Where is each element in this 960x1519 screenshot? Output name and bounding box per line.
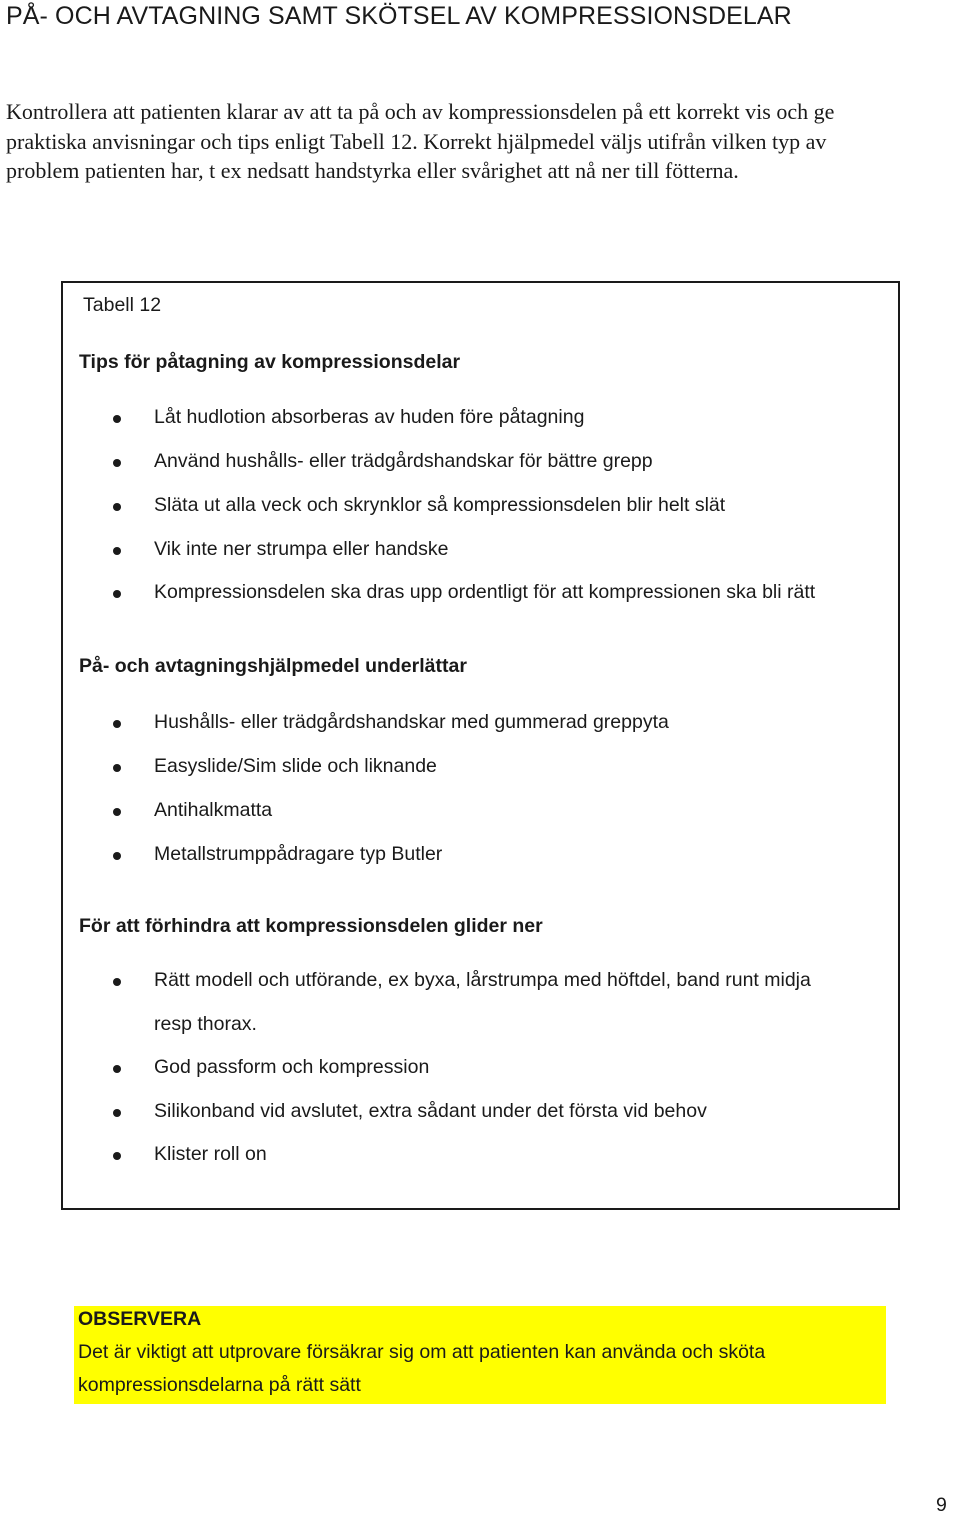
section-title-tips: Tips för påtagning av kompressionsdelar [79,351,461,373]
observera-title: OBSERVERA [78,1308,202,1330]
bullet-icon [113,1065,121,1073]
intro-line: Kontrollera att patienten klarar av att ta på och av kompressionsdelen på ett korrekt vis och ge [6,99,835,124]
bullet-icon [113,808,121,816]
bullet-icon [113,1152,121,1160]
section-title-prevent-slip: För att förhindra att kompressionsdelen glider ner [79,915,543,937]
bullet-icon [113,590,121,598]
bullet-icon [113,1109,121,1117]
bullet-icon [113,415,121,423]
intro-line: praktiska anvisningar och tips enligt Tabell 12. Korrekt hjälpmedel väljs utifrån vilken typ av [6,128,827,154]
bullet-icon [113,547,121,555]
bullet-icon [113,764,121,772]
bullet-icon [113,720,121,728]
observera-text-line: kompressionsdelarna på rätt sätt [78,1374,361,1396]
bullet-icon [113,978,121,986]
intro-paragraph [6,97,956,186]
section-title-aids: På- och avtagningshjälpmedel underlättar [79,655,467,677]
observera-text-line: Det är viktigt att utprovare försäkrar sig om att patienten kan använda och sköta [78,1341,766,1363]
page-heading: PÅ- OCH AVTAGNING SAMT SKÖTSEL AV KOMPRESSIONSDELAR [6,2,792,30]
page-number: 9 [936,1494,947,1516]
bullet-icon [113,503,121,511]
bullet-icon [113,852,121,860]
observera-callout [74,1306,886,1404]
bullet-icon [113,459,121,467]
intro-line: problem patienten har, t ex nedsatt handstyrka eller svårighet att nå ner till fötterna. [6,158,739,183]
table-12-box: Tabell 12 Tips för påtagning av kompressionsdelar Låt hudlotion absorberas av huden före påtagning Använd hushålls- eller trädgårdshandskar för bättre grepp Släta ut alla veck och skrynklor så kompressionsdelen blir helt slät Vik inte ner strumpa eller handske Kompressionsdelen ska dras upp ordentligt för att kompressionen ska bli rätt På- och avtagningshjälpmedel underlättar Hushålls- eller trädgårdshandskar med gummerad greppyta Easyslide/Sim slide och liknande Antihalkmatta Metallstrumppådragare typ Butler För att förhindra att kompressionsdelen glider ner Rätt modell och utförande, ex byxa, lårstrumpa med höftdel, band runt midja resp thorax. God passform och kompression Silikonband vid avslutet, extra sådant under det första vid behov Klister roll on [61,281,900,1210]
table-label: Tabell 12 [83,294,162,316]
